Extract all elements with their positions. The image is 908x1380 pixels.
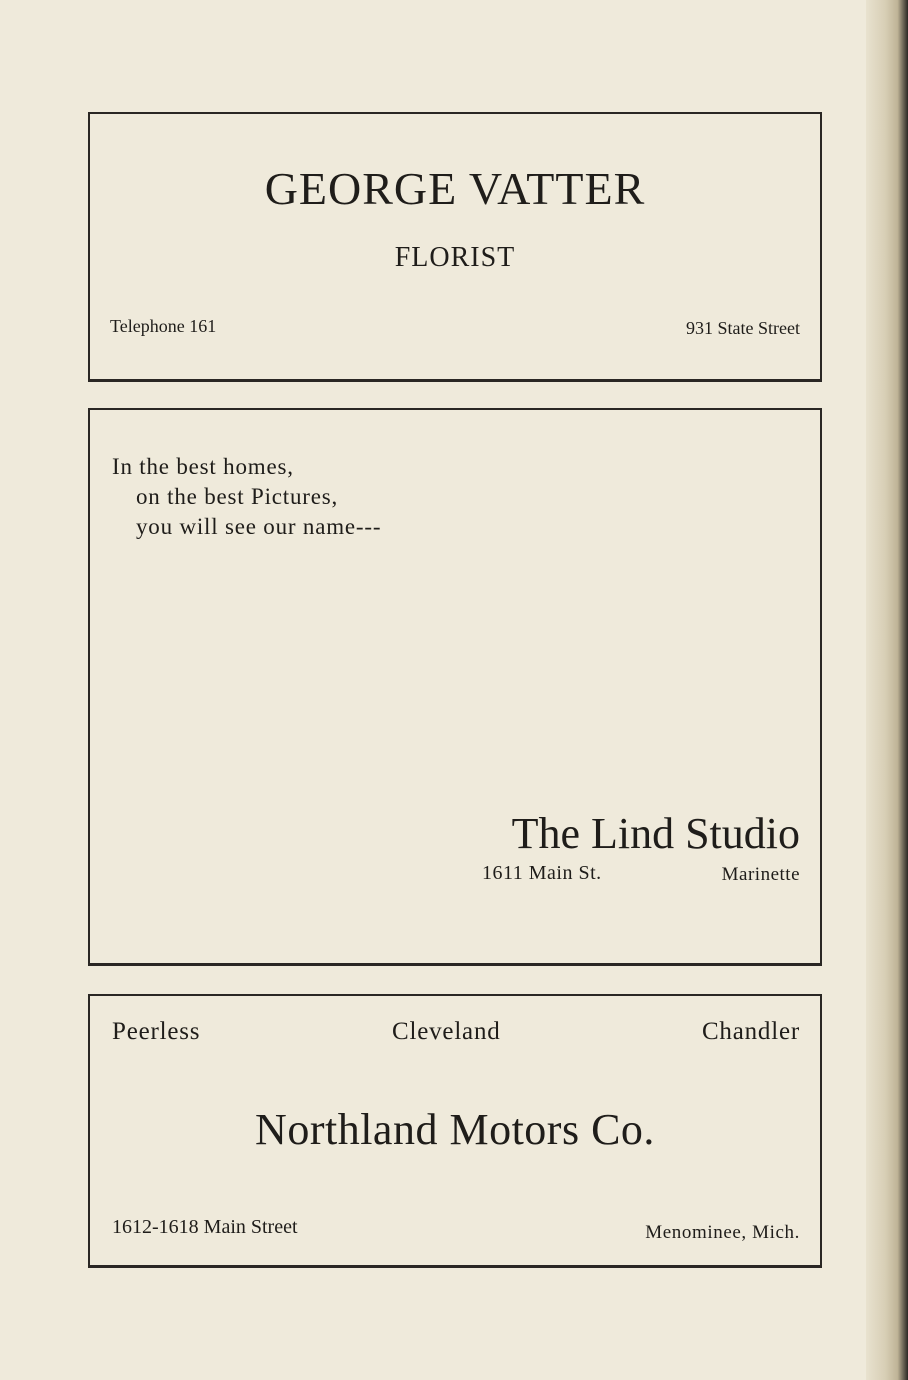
brand-cleveland: Cleveland <box>392 1018 501 1045</box>
page-edge <box>866 0 908 1380</box>
vatter-telephone: Telephone 161 <box>110 316 217 336</box>
northland-city: Menominee, Mich. <box>645 1222 800 1243</box>
lind-slogan-line: you will see our name--- <box>136 514 382 539</box>
lind-slogan-line: In the best homes, <box>112 454 294 479</box>
lind-slogan <box>112 452 381 542</box>
brand-peerless: Peerless <box>112 1018 201 1045</box>
lind-city: Marinette <box>721 864 800 885</box>
vatter-address: 931 State Street <box>686 318 800 338</box>
northland-motors-ad <box>88 994 822 1268</box>
northland-address: 1612-1618 Main Street <box>112 1216 298 1238</box>
lind-address: 1611 Main St. <box>482 862 602 884</box>
lind-slogan-line: on the best Pictures, <box>136 484 339 509</box>
george-vatter-ad <box>88 112 822 382</box>
lind-studio-name: The Lind Studio <box>511 809 800 858</box>
brand-chandler: Chandler <box>701 1018 800 1045</box>
vatter-trade: FLORIST <box>394 242 516 273</box>
vatter-name: GEORGE VATTER <box>264 163 646 214</box>
northland-motors-name: Northland Motors Co. <box>255 1105 655 1154</box>
lind-studio-ad <box>88 408 822 966</box>
